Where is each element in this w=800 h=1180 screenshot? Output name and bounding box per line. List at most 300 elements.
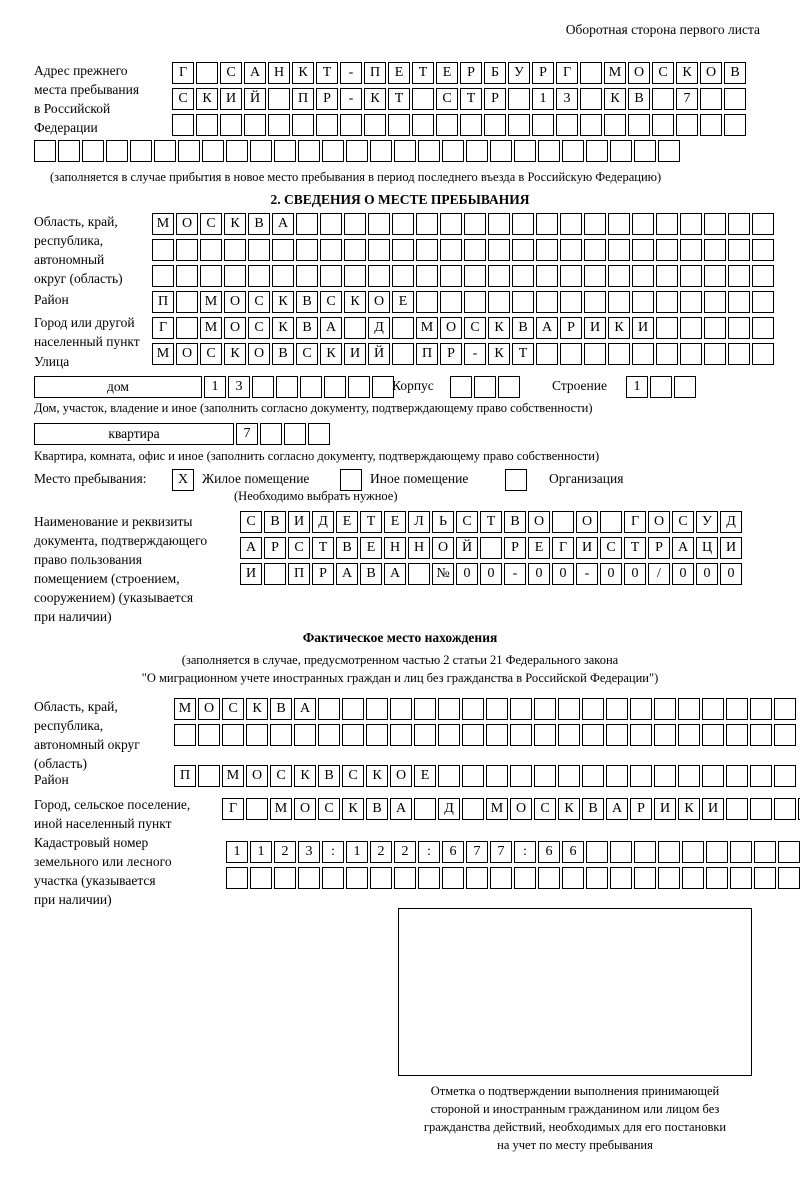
actual-region-cell[interactable] (678, 724, 700, 746)
region-cell[interactable] (704, 265, 726, 287)
korpus-cell[interactable] (450, 376, 472, 398)
prev-address-cell[interactable] (268, 88, 290, 110)
region-cell[interactable] (608, 239, 630, 261)
region-cell[interactable] (320, 265, 342, 287)
prev-address-cell[interactable] (562, 140, 584, 162)
prev-address-cell[interactable] (178, 140, 200, 162)
prev-address-cell[interactable]: 3 (556, 88, 578, 110)
region-cell[interactable] (224, 265, 246, 287)
document-row-2[interactable] (240, 537, 744, 559)
city-cell[interactable]: А (536, 317, 558, 339)
cadastral-cell[interactable]: 6 (562, 841, 584, 863)
region-cell[interactable] (416, 265, 438, 287)
region-cell[interactable] (272, 239, 294, 261)
city-row[interactable] (152, 317, 776, 339)
district-cell[interactable] (440, 291, 462, 313)
actual-district-cell[interactable]: О (390, 765, 412, 787)
prev-address-cell[interactable] (460, 114, 482, 136)
actual-region-cell[interactable] (582, 724, 604, 746)
actual-city-cell[interactable] (774, 798, 796, 820)
street-cell[interactable]: К (488, 343, 510, 365)
prev-address-cell[interactable]: Т (316, 62, 338, 84)
document-cell[interactable] (552, 511, 574, 533)
prev-address-cell[interactable]: Е (388, 62, 410, 84)
actual-region-cell[interactable]: С (222, 698, 244, 720)
document-cell[interactable]: В (264, 511, 286, 533)
district-cell[interactable]: О (224, 291, 246, 313)
document-cell[interactable]: Т (624, 537, 646, 559)
flat-cell[interactable] (260, 423, 282, 445)
prev-address-cell[interactable] (442, 140, 464, 162)
prev-address-cell[interactable]: М (604, 62, 626, 84)
document-cell[interactable]: А (240, 537, 262, 559)
prev-address-cell[interactable]: К (676, 62, 698, 84)
flat-cells[interactable] (236, 423, 332, 445)
prev-address-cell[interactable] (244, 114, 266, 136)
prev-address-cell[interactable] (322, 140, 344, 162)
district-cell[interactable] (464, 291, 486, 313)
region-cell[interactable] (632, 213, 654, 235)
city-cell[interactable]: В (296, 317, 318, 339)
actual-district-cell[interactable] (750, 765, 772, 787)
prev-address-cell[interactable]: О (628, 62, 650, 84)
prev-address-cell[interactable] (172, 114, 194, 136)
street-cell[interactable] (656, 343, 678, 365)
actual-district-cell[interactable] (534, 765, 556, 787)
region-cell[interactable] (272, 265, 294, 287)
region-cell[interactable] (560, 265, 582, 287)
actual-city-cell[interactable]: К (342, 798, 364, 820)
cadastral-row-1[interactable] (226, 841, 800, 863)
document-cell[interactable]: 0 (672, 563, 694, 585)
city-cell[interactable]: О (440, 317, 462, 339)
actual-district-cell[interactable] (678, 765, 700, 787)
prev-address-cell[interactable]: У (508, 62, 530, 84)
prev-address-cell[interactable]: С (220, 62, 242, 84)
actual-region-cell[interactable] (558, 698, 580, 720)
cadastral-cell[interactable] (754, 867, 776, 889)
house-cell[interactable] (348, 376, 370, 398)
region-cell[interactable]: А (272, 213, 294, 235)
district-cell[interactable] (584, 291, 606, 313)
korpus-cell[interactable] (474, 376, 496, 398)
cadastral-cell[interactable] (490, 867, 512, 889)
prev-address-cell[interactable]: О (700, 62, 722, 84)
cadastral-cell[interactable] (658, 867, 680, 889)
actual-district-row[interactable] (174, 765, 798, 787)
cadastral-cell[interactable] (514, 867, 536, 889)
prev-address-cell[interactable] (490, 140, 512, 162)
actual-district-cell[interactable] (606, 765, 628, 787)
prev-address-cell[interactable]: С (652, 62, 674, 84)
district-cell[interactable] (608, 291, 630, 313)
actual-region-cell[interactable] (438, 698, 460, 720)
street-cell[interactable] (560, 343, 582, 365)
city-cell[interactable]: И (584, 317, 606, 339)
city-cell[interactable] (656, 317, 678, 339)
street-cell[interactable]: П (416, 343, 438, 365)
district-cell[interactable]: О (368, 291, 390, 313)
region-cell[interactable]: С (200, 213, 222, 235)
region-cell[interactable] (344, 239, 366, 261)
city-cell[interactable] (176, 317, 198, 339)
cadastral-cell[interactable]: 2 (394, 841, 416, 863)
region-row-1[interactable] (152, 213, 776, 235)
region-cell[interactable] (584, 213, 606, 235)
district-cell[interactable]: С (320, 291, 342, 313)
prev-address-cell[interactable] (586, 140, 608, 162)
region-cell[interactable] (584, 239, 606, 261)
prev-address-cell[interactable] (130, 140, 152, 162)
region-cell[interactable] (416, 213, 438, 235)
actual-district-cell[interactable]: О (246, 765, 268, 787)
actual-city-cell[interactable] (750, 798, 772, 820)
actual-region-cell[interactable]: М (174, 698, 196, 720)
city-cell[interactable]: А (320, 317, 342, 339)
actual-region-cell[interactable] (702, 698, 724, 720)
cadastral-cell[interactable]: 2 (274, 841, 296, 863)
actual-region-cell[interactable] (654, 698, 676, 720)
city-cell[interactable] (680, 317, 702, 339)
region-cell[interactable] (752, 265, 774, 287)
cadastral-cell[interactable] (634, 841, 656, 863)
cadastral-cell[interactable] (730, 841, 752, 863)
district-cell[interactable]: С (248, 291, 270, 313)
document-cell[interactable]: 0 (480, 563, 502, 585)
actual-region-cell[interactable] (222, 724, 244, 746)
street-cell[interactable] (536, 343, 558, 365)
cadastral-cell[interactable] (658, 841, 680, 863)
cadastral-cell[interactable]: 7 (490, 841, 512, 863)
prev-address-cell[interactable] (394, 140, 416, 162)
document-cell[interactable]: И (240, 563, 262, 585)
street-cell[interactable] (752, 343, 774, 365)
document-cell[interactable]: О (432, 537, 454, 559)
cadastral-cell[interactable] (370, 867, 392, 889)
region-cell[interactable] (656, 239, 678, 261)
cadastral-cell[interactable] (754, 841, 776, 863)
street-row[interactable] (152, 343, 776, 365)
prev-address-cell[interactable] (538, 140, 560, 162)
document-cell[interactable]: Й (456, 537, 478, 559)
document-cell[interactable]: Т (312, 537, 334, 559)
actual-region-cell[interactable] (630, 724, 652, 746)
document-cell[interactable]: О (528, 511, 550, 533)
prev-address-cell[interactable]: В (724, 62, 746, 84)
actual-city-cell[interactable]: М (270, 798, 292, 820)
region-cell[interactable] (536, 213, 558, 235)
city-cell[interactable]: С (248, 317, 270, 339)
actual-region-cell[interactable] (174, 724, 196, 746)
cadastral-cell[interactable] (346, 867, 368, 889)
actual-region-cell[interactable] (462, 698, 484, 720)
region-cell[interactable] (560, 239, 582, 261)
street-cell[interactable]: К (320, 343, 342, 365)
actual-region-row-2[interactable] (174, 724, 798, 746)
actual-region-cell[interactable] (534, 698, 556, 720)
document-cell[interactable]: 0 (624, 563, 646, 585)
document-cell[interactable] (480, 537, 502, 559)
prev-address-cell[interactable] (580, 88, 602, 110)
prev-address-cell[interactable] (514, 140, 536, 162)
street-cell[interactable]: Й (368, 343, 390, 365)
street-cell[interactable] (632, 343, 654, 365)
actual-city-cell[interactable]: И (702, 798, 724, 820)
city-cell[interactable] (344, 317, 366, 339)
district-row[interactable] (152, 291, 776, 313)
actual-city-cell[interactable]: Д (438, 798, 460, 820)
prev-address-row-4[interactable] (34, 140, 682, 162)
cadastral-cell[interactable] (274, 867, 296, 889)
prev-address-cell[interactable] (580, 62, 602, 84)
region-cell[interactable] (392, 265, 414, 287)
prev-address-cell[interactable]: 1 (532, 88, 554, 110)
region-cell[interactable] (728, 239, 750, 261)
house-cell[interactable]: 3 (228, 376, 250, 398)
document-cell[interactable] (600, 511, 622, 533)
document-cell[interactable] (264, 563, 286, 585)
document-cell[interactable]: В (504, 511, 526, 533)
prev-address-cell[interactable]: А (244, 62, 266, 84)
region-cell[interactable]: М (152, 213, 174, 235)
city-cell[interactable] (728, 317, 750, 339)
actual-region-cell[interactable] (366, 724, 388, 746)
document-cell[interactable]: Ь (432, 511, 454, 533)
prev-address-cell[interactable]: К (196, 88, 218, 110)
region-cell[interactable] (296, 265, 318, 287)
actual-city-cell[interactable] (726, 798, 748, 820)
prev-address-cell[interactable] (154, 140, 176, 162)
document-cell[interactable]: - (576, 563, 598, 585)
prev-address-cell[interactable] (628, 114, 650, 136)
prev-address-cell[interactable]: С (436, 88, 458, 110)
cadastral-cell[interactable]: 7 (466, 841, 488, 863)
region-cell[interactable] (296, 213, 318, 235)
actual-district-cell[interactable] (702, 765, 724, 787)
region-cell[interactable] (488, 213, 510, 235)
cadastral-cell[interactable]: : (418, 841, 440, 863)
actual-district-cell[interactable] (630, 765, 652, 787)
district-cell[interactable] (176, 291, 198, 313)
document-cell[interactable]: Р (504, 537, 526, 559)
actual-city-cell[interactable]: Р (630, 798, 652, 820)
prev-address-cell[interactable] (106, 140, 128, 162)
prev-address-cell[interactable]: П (292, 88, 314, 110)
region-cell[interactable] (200, 239, 222, 261)
prev-address-cell[interactable] (316, 114, 338, 136)
actual-district-cell[interactable] (558, 765, 580, 787)
actual-city-cell[interactable]: И (654, 798, 676, 820)
cadastral-cell[interactable]: 6 (442, 841, 464, 863)
street-cell[interactable]: С (200, 343, 222, 365)
prev-address-cell[interactable]: Е (436, 62, 458, 84)
city-cell[interactable]: К (272, 317, 294, 339)
prev-address-row-3[interactable] (172, 114, 748, 136)
prev-address-cell[interactable] (556, 114, 578, 136)
street-cell[interactable]: О (248, 343, 270, 365)
region-cell[interactable] (656, 213, 678, 235)
region-cell[interactable] (152, 265, 174, 287)
region-cell[interactable] (752, 213, 774, 235)
region-cell[interactable] (200, 265, 222, 287)
actual-region-cell[interactable] (726, 724, 748, 746)
prev-address-cell[interactable] (298, 140, 320, 162)
district-cell[interactable] (728, 291, 750, 313)
district-cell[interactable] (704, 291, 726, 313)
actual-city-cell[interactable] (246, 798, 268, 820)
prev-address-cell[interactable]: С (172, 88, 194, 110)
street-cell[interactable] (728, 343, 750, 365)
actual-district-cell[interactable]: Е (414, 765, 436, 787)
city-cell[interactable] (704, 317, 726, 339)
house-cell[interactable] (252, 376, 274, 398)
city-cell[interactable]: Г (152, 317, 174, 339)
district-cell[interactable]: В (296, 291, 318, 313)
document-cell[interactable]: / (648, 563, 670, 585)
prev-address-cell[interactable] (196, 62, 218, 84)
prev-address-cell[interactable]: Т (412, 62, 434, 84)
region-cell[interactable] (368, 213, 390, 235)
cadastral-cell[interactable] (250, 867, 272, 889)
prev-address-cell[interactable]: И (220, 88, 242, 110)
document-cell[interactable]: А (384, 563, 406, 585)
prev-address-cell[interactable] (634, 140, 656, 162)
street-cell[interactable] (392, 343, 414, 365)
region-cell[interactable]: В (248, 213, 270, 235)
cadastral-cell[interactable] (610, 867, 632, 889)
prev-address-cell[interactable] (580, 114, 602, 136)
document-cell[interactable]: Р (312, 563, 334, 585)
cadastral-row-2[interactable] (226, 867, 800, 889)
document-cell[interactable]: И (576, 537, 598, 559)
region-cell[interactable] (176, 265, 198, 287)
actual-region-cell[interactable] (774, 724, 796, 746)
document-cell[interactable]: 0 (696, 563, 718, 585)
actual-region-cell[interactable] (414, 724, 436, 746)
region-cell[interactable]: О (176, 213, 198, 235)
actual-region-cell[interactable] (246, 724, 268, 746)
actual-region-cell[interactable] (318, 698, 340, 720)
document-cell[interactable]: Е (528, 537, 550, 559)
checkbox-inoe[interactable] (340, 469, 362, 491)
cadastral-cell[interactable] (682, 841, 704, 863)
actual-city-cell[interactable]: М (486, 798, 508, 820)
prev-address-cell[interactable] (196, 114, 218, 136)
cadastral-cell[interactable] (442, 867, 464, 889)
region-cell[interactable] (224, 239, 246, 261)
region-row-2[interactable] (152, 239, 776, 261)
flat-cell[interactable]: 7 (236, 423, 258, 445)
street-cell[interactable] (608, 343, 630, 365)
prev-address-cell[interactable]: Р (460, 62, 482, 84)
prev-address-cell[interactable] (220, 114, 242, 136)
actual-region-cell[interactable]: К (246, 698, 268, 720)
actual-city-cell[interactable] (414, 798, 436, 820)
cadastral-cell[interactable] (466, 867, 488, 889)
actual-city-row[interactable] (222, 798, 800, 820)
city-cell[interactable]: В (512, 317, 534, 339)
region-cell[interactable] (248, 239, 270, 261)
region-cell[interactable] (728, 265, 750, 287)
actual-city-cell[interactable]: А (606, 798, 628, 820)
prev-address-cell[interactable] (34, 140, 56, 162)
document-cell[interactable]: Р (648, 537, 670, 559)
prev-address-cell[interactable] (466, 140, 488, 162)
city-cell[interactable]: М (416, 317, 438, 339)
actual-region-cell[interactable] (630, 698, 652, 720)
prev-address-cell[interactable] (676, 114, 698, 136)
district-cell[interactable] (752, 291, 774, 313)
region-cell[interactable] (320, 239, 342, 261)
prev-address-cell[interactable] (268, 114, 290, 136)
region-cell[interactable] (488, 239, 510, 261)
prev-address-cell[interactable] (436, 114, 458, 136)
district-cell[interactable] (560, 291, 582, 313)
district-cell[interactable] (536, 291, 558, 313)
actual-region-cell[interactable] (702, 724, 724, 746)
document-cell[interactable]: 0 (600, 563, 622, 585)
prev-address-cell[interactable]: Й (244, 88, 266, 110)
actual-district-cell[interactable] (774, 765, 796, 787)
actual-region-cell[interactable] (390, 698, 412, 720)
actual-region-cell[interactable] (774, 698, 796, 720)
document-row-3[interactable] (240, 563, 744, 585)
document-cell[interactable]: П (288, 563, 310, 585)
document-cell[interactable]: О (648, 511, 670, 533)
actual-district-cell[interactable]: К (294, 765, 316, 787)
region-cell[interactable] (344, 265, 366, 287)
street-cell[interactable]: Р (440, 343, 462, 365)
prev-address-row-1[interactable] (172, 62, 748, 84)
actual-region-cell[interactable] (198, 724, 220, 746)
region-cell[interactable] (536, 265, 558, 287)
prev-address-cell[interactable]: К (292, 62, 314, 84)
district-cell[interactable] (632, 291, 654, 313)
actual-district-cell[interactable]: С (342, 765, 364, 787)
city-cell[interactable] (752, 317, 774, 339)
prev-address-cell[interactable] (724, 114, 746, 136)
prev-address-cell[interactable]: Т (460, 88, 482, 110)
prev-address-cell[interactable]: Г (556, 62, 578, 84)
prev-address-cell[interactable] (58, 140, 80, 162)
prev-address-cell[interactable]: Р (484, 88, 506, 110)
region-cell[interactable] (464, 265, 486, 287)
document-cell[interactable]: С (600, 537, 622, 559)
prev-address-row-2[interactable] (172, 88, 748, 110)
actual-city-cell[interactable]: О (294, 798, 316, 820)
prev-address-cell[interactable] (412, 88, 434, 110)
document-cell[interactable]: Е (336, 511, 358, 533)
actual-region-cell[interactable] (294, 724, 316, 746)
actual-region-cell[interactable] (510, 698, 532, 720)
cadastral-cell[interactable] (634, 867, 656, 889)
region-cell[interactable] (464, 239, 486, 261)
actual-region-cell[interactable] (606, 724, 628, 746)
prev-address-cell[interactable] (418, 140, 440, 162)
actual-region-cell[interactable] (558, 724, 580, 746)
stroenie-cell[interactable]: 1 (626, 376, 648, 398)
prev-address-cell[interactable] (370, 140, 392, 162)
actual-city-cell[interactable]: С (318, 798, 340, 820)
cadastral-cell[interactable] (778, 841, 800, 863)
street-cell[interactable]: О (176, 343, 198, 365)
region-cell[interactable] (176, 239, 198, 261)
region-cell[interactable] (488, 265, 510, 287)
cadastral-cell[interactable] (298, 867, 320, 889)
document-cell[interactable]: С (240, 511, 262, 533)
region-cell[interactable] (392, 239, 414, 261)
region-cell[interactable] (584, 265, 606, 287)
